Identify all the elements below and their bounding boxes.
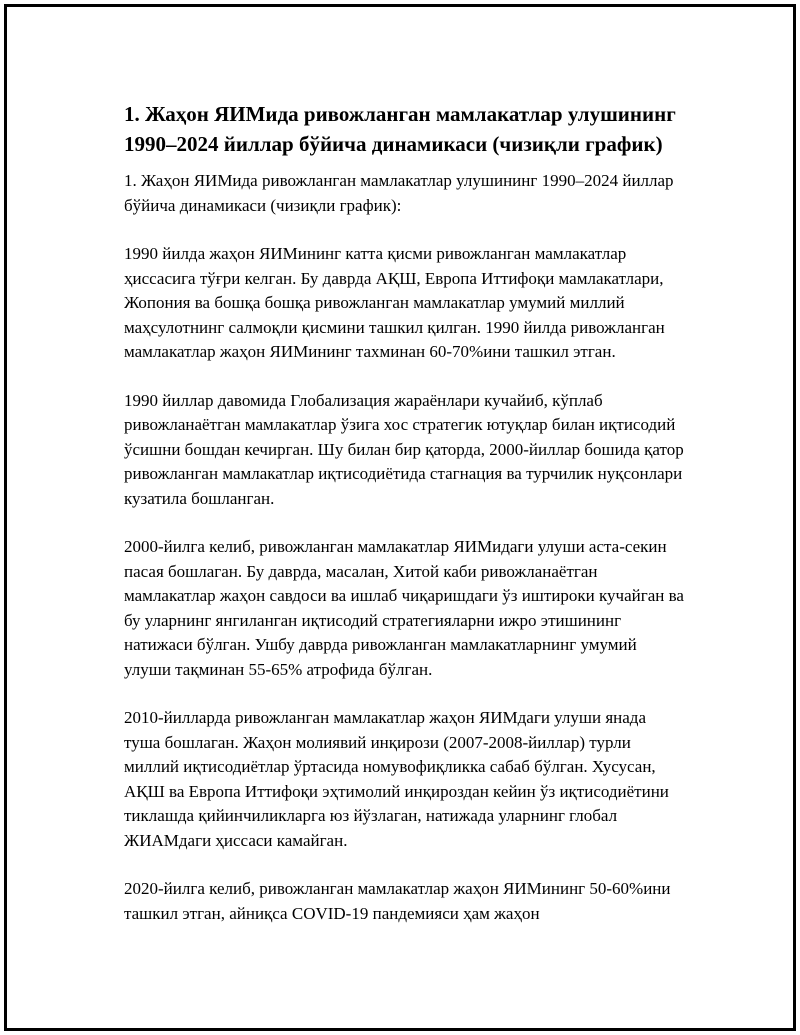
paragraph-intro: 1. Жаҳон ЯИМида ривожланган мамлакатлар улушининг 1990–2024 йиллар бўйича динамикаси (чизиқли график): (124, 171, 674, 215)
paragraph-2020: 2020-йилга келиб, ривожланган мамлакатлар жаҳон ЯИМининг 50-60%ини ташкил этган, айниқса COVID-19 пандемияси ҳам жаҳон (124, 879, 671, 923)
document-title: 1. Жаҳон ЯИМида ривожланган мамлакатлар улушининг 1990–2024 йиллар бўйича динамикаси (чизиқли график) (124, 102, 676, 156)
page-frame (4, 4, 796, 1031)
paragraph-2010: 2010-йилларда ривожланган мамлакатлар жаҳон ЯИМдаги улуши янада туша бошлаган. Жаҳон молиявий инқирози (2007-2008-йиллар) турли миллий иқтисодиётлар ўртасида номувофиқликка сабаб бўлган. Хусусан, АҚШ ва Европа Иттифоқи эҳтимолий инқироздан кейин ўз иқтисодиётини тиклашда қийинчиликларга юз йўзлаган, натижада уларнинг глобал ЖИАМдаги ҳиссаси камайган. (124, 708, 669, 850)
paragraph-1990: 1990 йилда жаҳон ЯИМининг катта қисми ривожланган мамлакатлар ҳиссасига тўғри келган. Бу даврда АҚШ, Европа Иттифоқи мамлакатлари, Жопония ва бошқа бошқа ривожланган мамлакатлар умумий миллий маҳсулотнинг салмоқли қисмини ташкил қилган. 1990 йилда ривожланган мамлакатлар жаҳон ЯИМининг тахминан 60-70%ини ташкил этган. (124, 244, 665, 361)
paragraph-1990s: 1990 йиллар давомида Глобализация жараёнлари кучайиб, кўплаб ривожланаётган мамлакатлар ўзига хос стратегик ютуқлар билан иқтисодий ўсишни бошдан кечирган. Шу билан бир қаторда, 2000-йиллар бошида қатор ривожланган мамлакатлар иқтисодиётида стагнация ва турчилик нуқсонлари кузатила бошланган. (124, 390, 684, 508)
paragraph-2000: 2000-йилга келиб, ривожланган мамлакатлар ЯИМидаги улуши аста-секин пасая бошлаган. Бу даврда, масалан, Хитой каби ривожланаётган мамлакатлар жаҳон савдоси ва ишлаб чиқаришдаги ўз иштироки кучайган ва бу уларнинг янгиланган иқтисодий стратегияларни ижро этишининг натижаси бўлган. Ушбу даврда ривожланган мамлакатларнинг умумий улуши тақминан 55-65% атрофида бўлган. (124, 537, 684, 679)
document-body (124, 99, 684, 950)
